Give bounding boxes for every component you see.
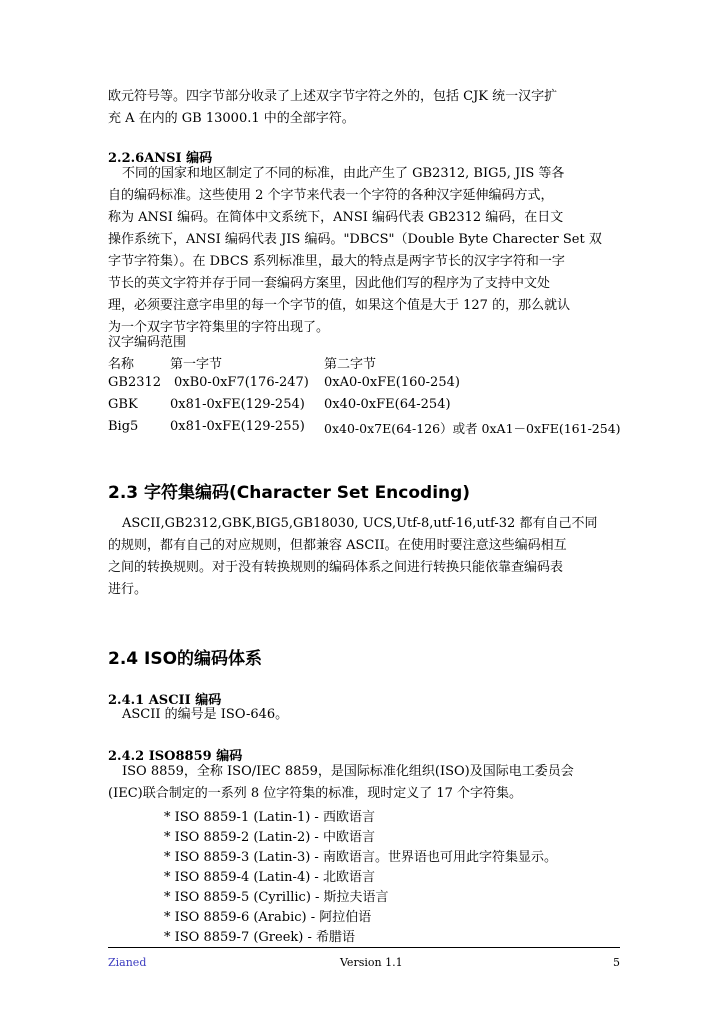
section-heading-2-4-1: 2.4.1 ASCII 编码 [108,693,222,708]
text-line: 之间的转换规则。对于没有转换规则的编码体系之间进行转换只能依靠查编码表 [108,560,564,575]
section-heading-2-4-2: 2.4.2 ISO8859 编码 [108,749,243,764]
intro-paragraph [108,86,620,130]
iso8859-paragraph [108,761,620,805]
table-row [108,397,628,419]
text-line: (IEC)联合制定的一系列 8 位字符集的标准，现时定义了 17 个字符集。 [108,786,523,801]
encoding-paragraph [108,513,620,601]
table-row [108,419,628,441]
text-line: 自的编码标准。这些使用 2 个字节来代表一个字符的各种汉字延伸编码方式， [108,188,554,203]
footer-version: Version 1.1 [340,956,403,969]
table-cell: 0x40-0x7E(64-126）或者 0xA1－0xFE(161-254) [324,421,621,436]
table-cell: 0xA0-0xFE(160-254) [324,375,460,390]
list-item: * ISO 8859-6 (Arabic) - 阿拉伯语 [164,910,372,925]
header-cell: 第一字节 [170,357,223,372]
section-heading-2-4: 2.4 ISO的编码体系 [108,649,263,669]
text-line: ASCII 的编号是 ISO-646。 [122,707,289,722]
text-line: ASCII,GB2312,GBK,BIG5,GB18030, UCS,Utf-8,utf-16,utf-32 都有自己不同 [122,516,598,531]
text-line: 欧元符号等。四字节部分收录了上述双字节字符之外的，包括 CJK 统一汉字扩 [108,89,558,104]
table-cell: Big5 [108,419,139,434]
list-item: * ISO 8859-7 (Greek) - 希腊语 [164,930,356,945]
text-line: 不同的国家和地区制定了不同的标准，由此产生了 GB2312, BIG5, JIS 等各 [122,166,565,181]
text-line: 的规则，都有自己的对应规则，但都兼容 ASCII。在使用时要注意这些编码相互 [108,538,567,553]
table-cell: 0x81-0xFE(129-255) [170,419,305,434]
list-item: * ISO 8859-1 (Latin-1) - 西欧语言 [164,810,375,825]
range-table-title: 汉字编码范围 [108,335,187,350]
list-item: * ISO 8859-4 (Latin-4) - 北欧语言 [164,870,375,885]
text-line: 字节字符集）。在 DBCS 系列标准里，最大的特点是两字节长的汉字字符和一字 [108,254,565,269]
header-cell: 名称 [108,357,135,372]
table-cell: GBK [108,397,138,412]
text-line: 为一个双字节字符集里的字符出现了。 [108,320,330,335]
ansi-paragraph [108,163,620,339]
text-line: 称为 ANSI 编码。在简体中文系统下，ANSI 编码代表 GB2312 编码，在日文 [108,210,564,225]
table-cell: 0xB0-0xF7(176-247) [174,375,309,390]
section-heading-2-2-6: 2.2.6ANSI 编码 [108,151,213,166]
section-heading-2-3: 2.3 字符集编码(Character Set Encoding) [108,483,471,503]
table-row [108,375,628,397]
footer-author: Zianed [108,956,147,969]
text-line: 进行。 [108,582,148,597]
page-number: 5 [613,956,620,969]
list-item: * ISO 8859-5 (Cyrillic) - 斯拉夫语言 [164,890,389,905]
table-cell: GB2312 [108,375,162,390]
text-line: 理，必须要注意字串里的每一个字节的值，如果这个值是大于 127 的，那么就认 [108,298,571,313]
header-cell: 第二字节 [324,357,377,372]
text-line: ISO 8859，全称 ISO/IEC 8859，是国际标准化组织(ISO)及国际电工委员会 [122,764,574,779]
list-item: * ISO 8859-2 (Latin-2) - 中欧语言 [164,830,375,845]
text-line: 操作系统下，ANSI 编码代表 JIS 编码。"DBCS"（Double Byte Charecter Set 双 [108,232,602,247]
ascii-paragraph [108,704,620,726]
text-line: 节长的英文字符并存于同一套编码方案里，因此他们写的程序为了支持中文处 [108,276,551,291]
range-table-header [108,353,628,375]
table-cell: 0x81-0xFE(129-254) [170,397,305,412]
table-cell: 0x40-0xFE(64-254) [324,397,451,412]
page-footer [108,947,620,972]
text-line: 充 A 在内的 GB 13000.1 中的全部字符。 [108,111,355,126]
list-item: * ISO 8859-3 (Latin-3) - 南欧语言。世界语也可用此字符集显示。 [164,850,557,865]
